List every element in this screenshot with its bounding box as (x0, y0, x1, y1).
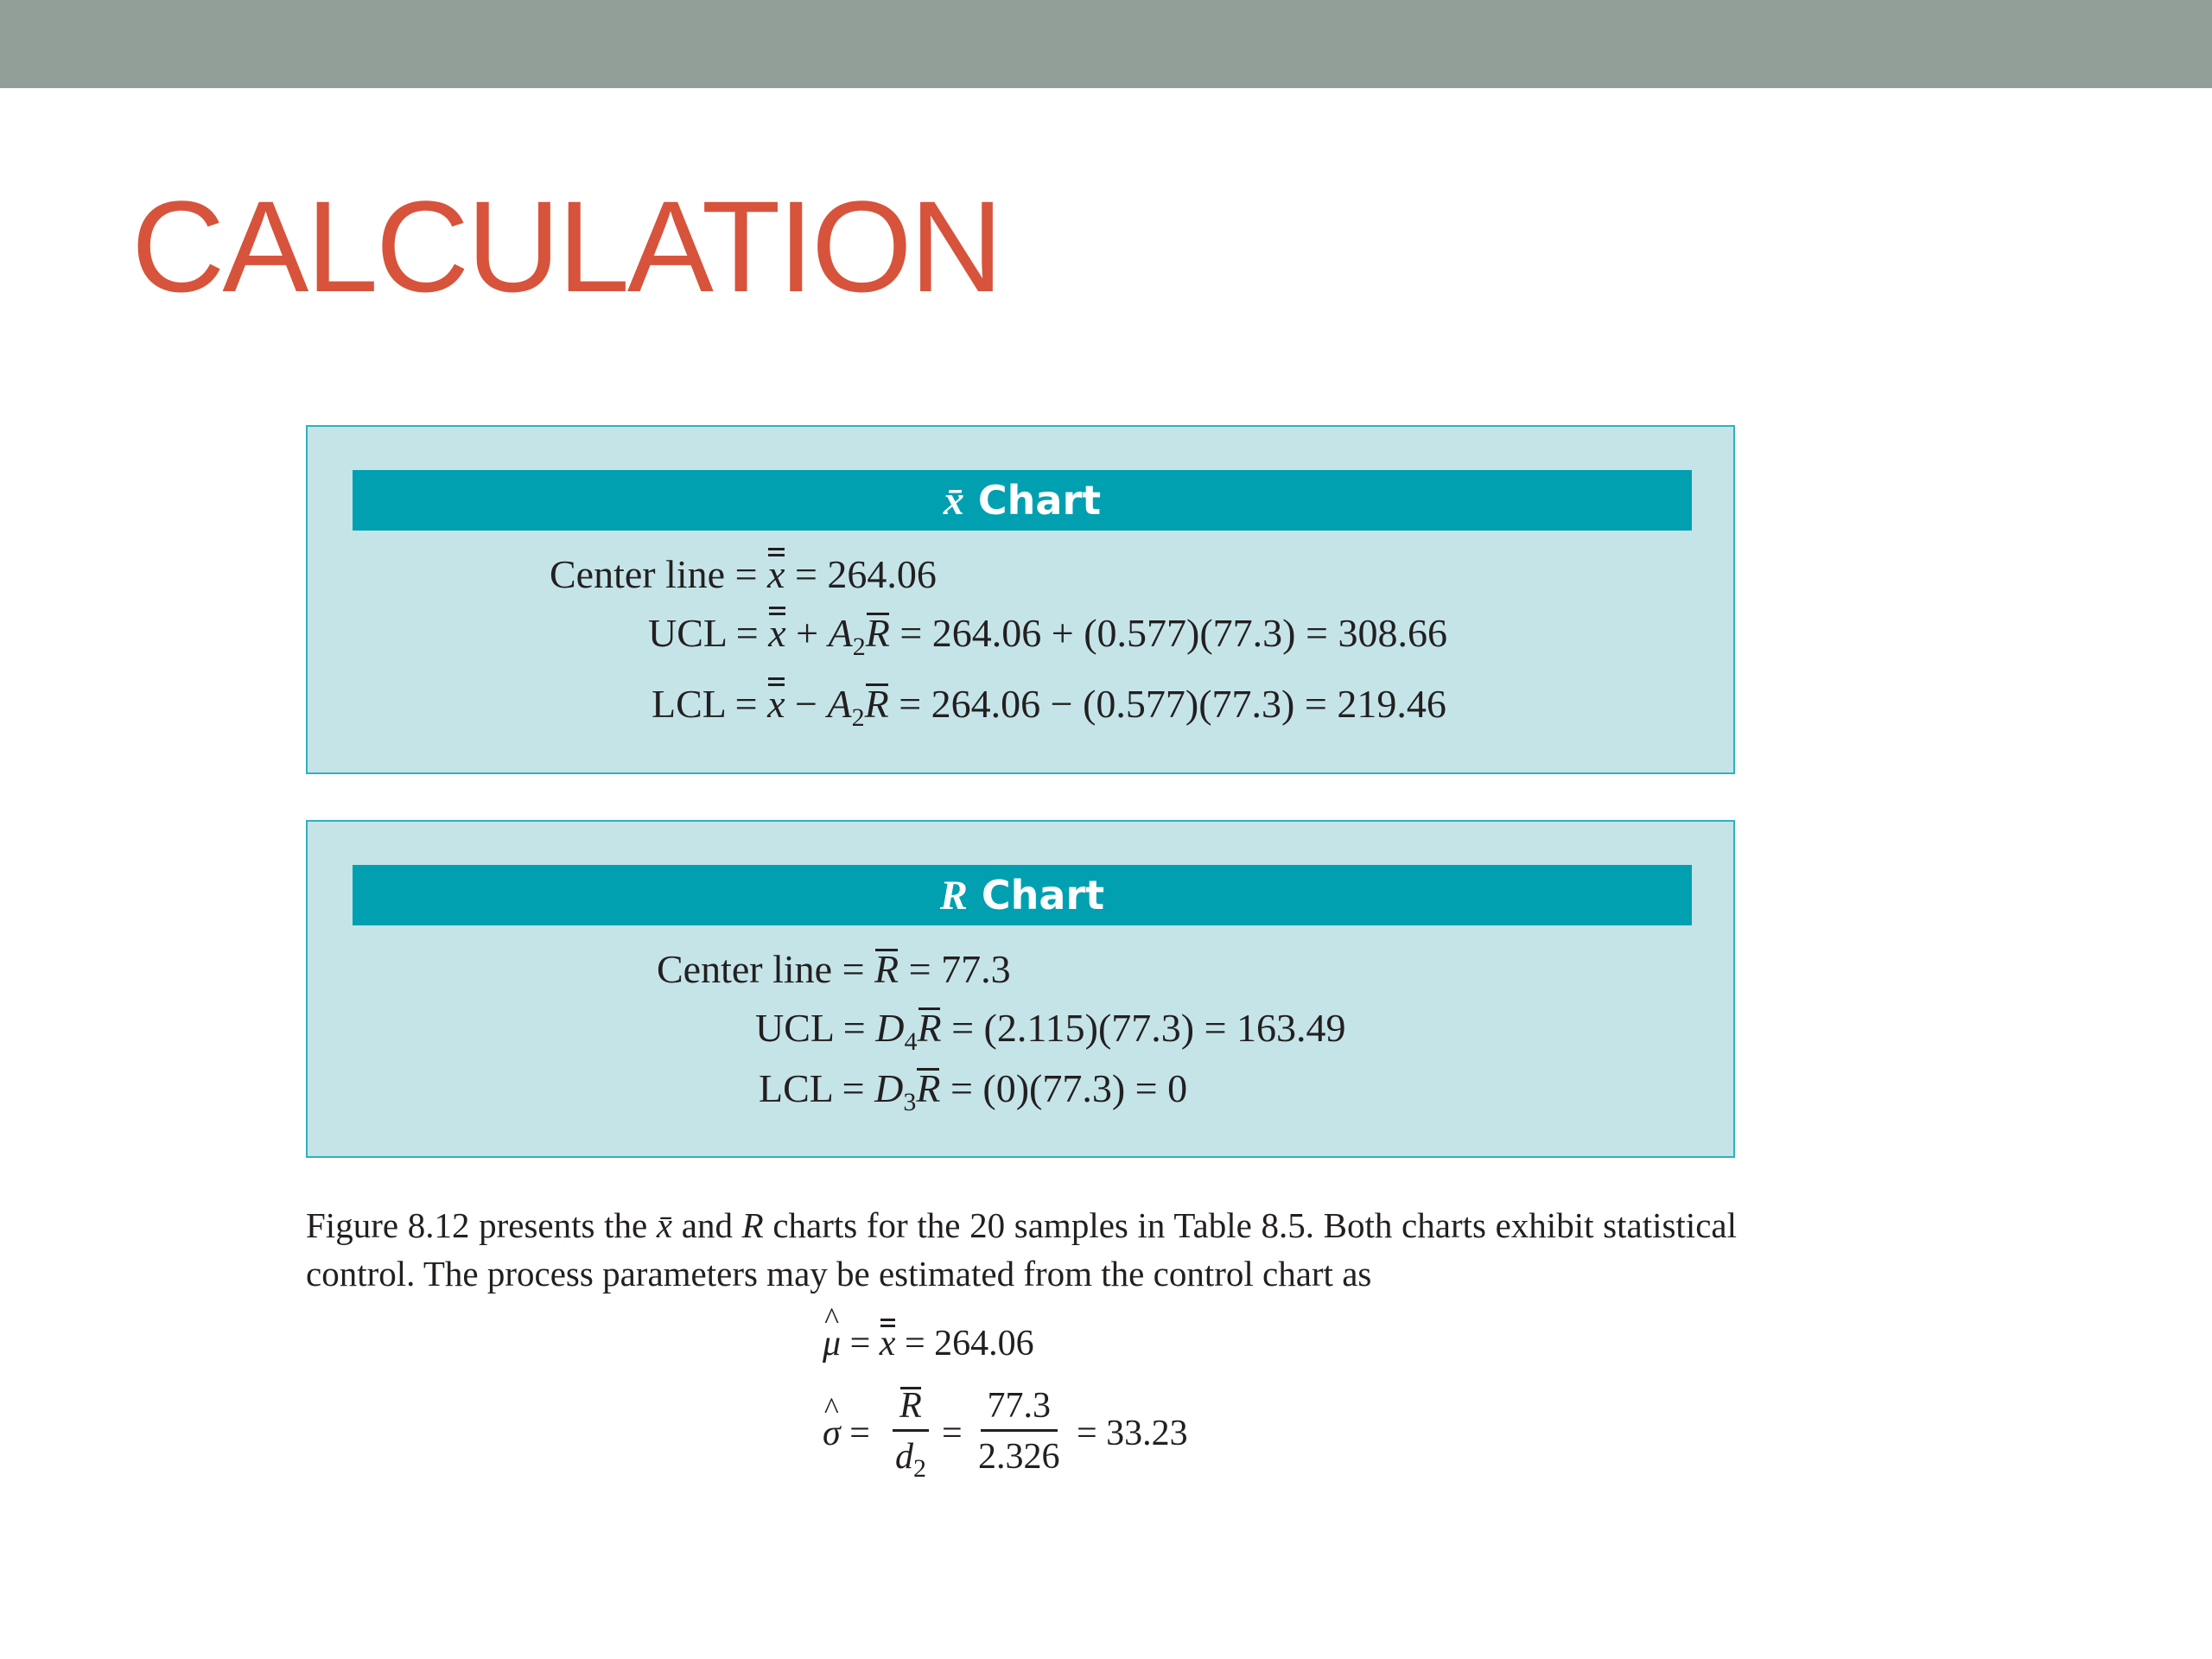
r-lcl: LCL = $D_3R = (0)(77.3) = 0$ (759, 1066, 1188, 1116)
fraction-r-over-d2: $\frac{R}{d_2}$ (888, 1388, 933, 1482)
xbarbar-symbol: x (767, 552, 785, 596)
xbar-symbol: x̄ (943, 478, 964, 524)
r-chart-box (306, 820, 1735, 1158)
top-banner (0, 0, 2212, 88)
xbar-ucl: UCL = $x + A_2R = 264.06 + (0.577)(77.3) = 308.66$ (648, 611, 1447, 661)
r-header-label: Chart (981, 872, 1105, 918)
slide-title: CALCULATION (131, 174, 1001, 319)
xbar-inline-symbol: x̄ (656, 1205, 673, 1245)
mu-hat-symbol: ^ μ (823, 1325, 841, 1362)
r-chart-header (353, 865, 1692, 925)
equals-sign: = (942, 1414, 963, 1453)
description-paragraph: Figure 8.12 presents the x̄ and R charts for the 20 samples in Table 8.5. Both charts exhibit statistical control. The process parameters may be estimated from the control chart as (306, 1205, 1737, 1294)
xbar-chart-box (306, 425, 1735, 774)
xbar-lcl: LCL = $x - A_2R = 264.06 - (0.577)(77.3) = 219.46$ (652, 682, 1446, 732)
mu-estimate: ^ μ = x = 264.06 (823, 1325, 1034, 1362)
sigma-estimate-lhs: ^ σ = (823, 1415, 870, 1452)
xbar-chart-header (353, 470, 1692, 531)
sigma-hat-symbol: ^ σ (823, 1415, 841, 1452)
r-symbol: R (939, 873, 968, 918)
fraction-numeric: $\frac{77.3}{2.326}$ (978, 1386, 1060, 1477)
xbar-center-line: Center line = x = 264.06 (550, 552, 937, 596)
r-ucl: UCL = $D_4R = (2.115)(77.3) = 163.49$ (755, 1006, 1346, 1056)
xbar-header-label: Chart (977, 477, 1102, 524)
r-center-line: Center line = R = 77.3 (657, 947, 1011, 991)
sigma-result: = 33.23 (1077, 1414, 1188, 1453)
